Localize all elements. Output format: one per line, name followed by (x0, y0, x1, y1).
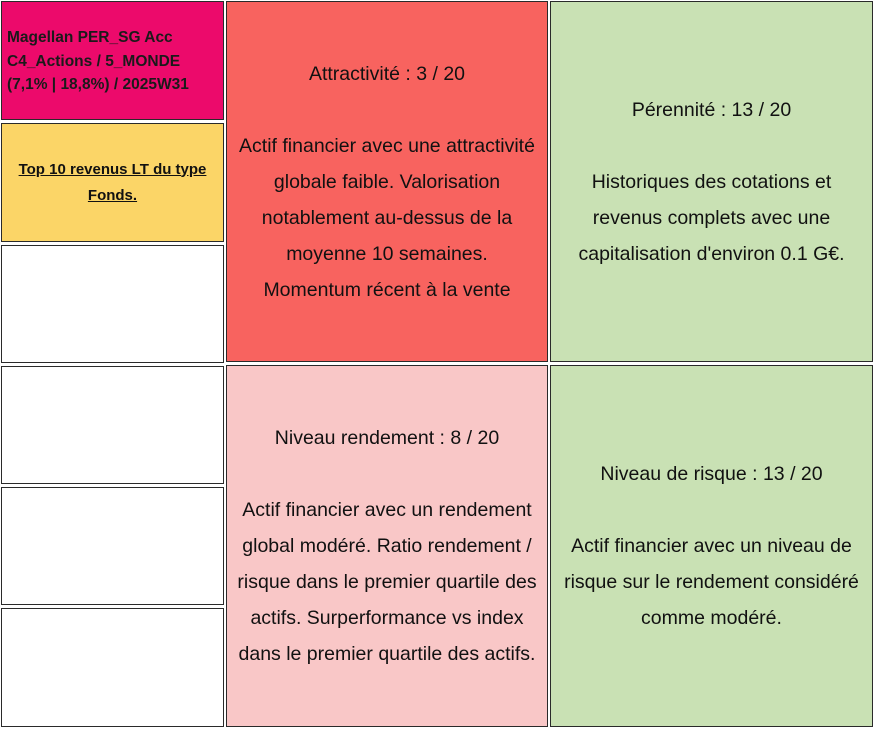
perennite-body: Historiques des cotations et revenus complets avec une capitalisation d'environ 0.1 G€. (578, 170, 845, 265)
empty-cell-1 (1, 245, 224, 363)
top10-label-cell (1, 123, 224, 242)
rendement-card (226, 365, 548, 727)
perennite-card (550, 1, 873, 362)
empty-cell-3 (1, 487, 224, 605)
empty-cell-4 (1, 608, 224, 727)
risque-card (550, 365, 873, 727)
fund-title-line-2: C4_Actions / 5_MONDE (7, 52, 181, 70)
fund-title-line-1: Magellan PER_SG Acc (7, 29, 173, 46)
rendement-body: Actif financier avec un rendement global modéré. Ratio rendement / risque dans le premier quartile des actifs. Surperformance vs index dans le premier quartile des actifs. (237, 499, 537, 665)
top10-label: Top 10 revenus LT du type Fonds. (18, 160, 207, 204)
rendement-heading: Niveau rendement : 8 / 20 (274, 427, 500, 449)
fund-title-cell (1, 1, 224, 120)
empty-cell-2 (1, 366, 224, 484)
risque-heading: Niveau de risque : 13 / 20 (600, 463, 823, 485)
perennite-heading: Pérennité : 13 / 20 (631, 98, 792, 121)
attractivite-body: Actif financier avec une attractivité globale faible. Valorisation notablement au-dessus de la moyenne 10 semaines. Momentum récent à la vente (239, 134, 535, 301)
attractivite-heading: Attractivité : 3 / 20 (308, 62, 466, 85)
fund-title-line-3: (7,1% | 18,8%) / 2025W31 (7, 76, 189, 93)
risque-body: Actif financier avec un niveau de risque sur le rendement considéré comme modéré. (564, 535, 859, 629)
attractivite-card (226, 1, 548, 362)
